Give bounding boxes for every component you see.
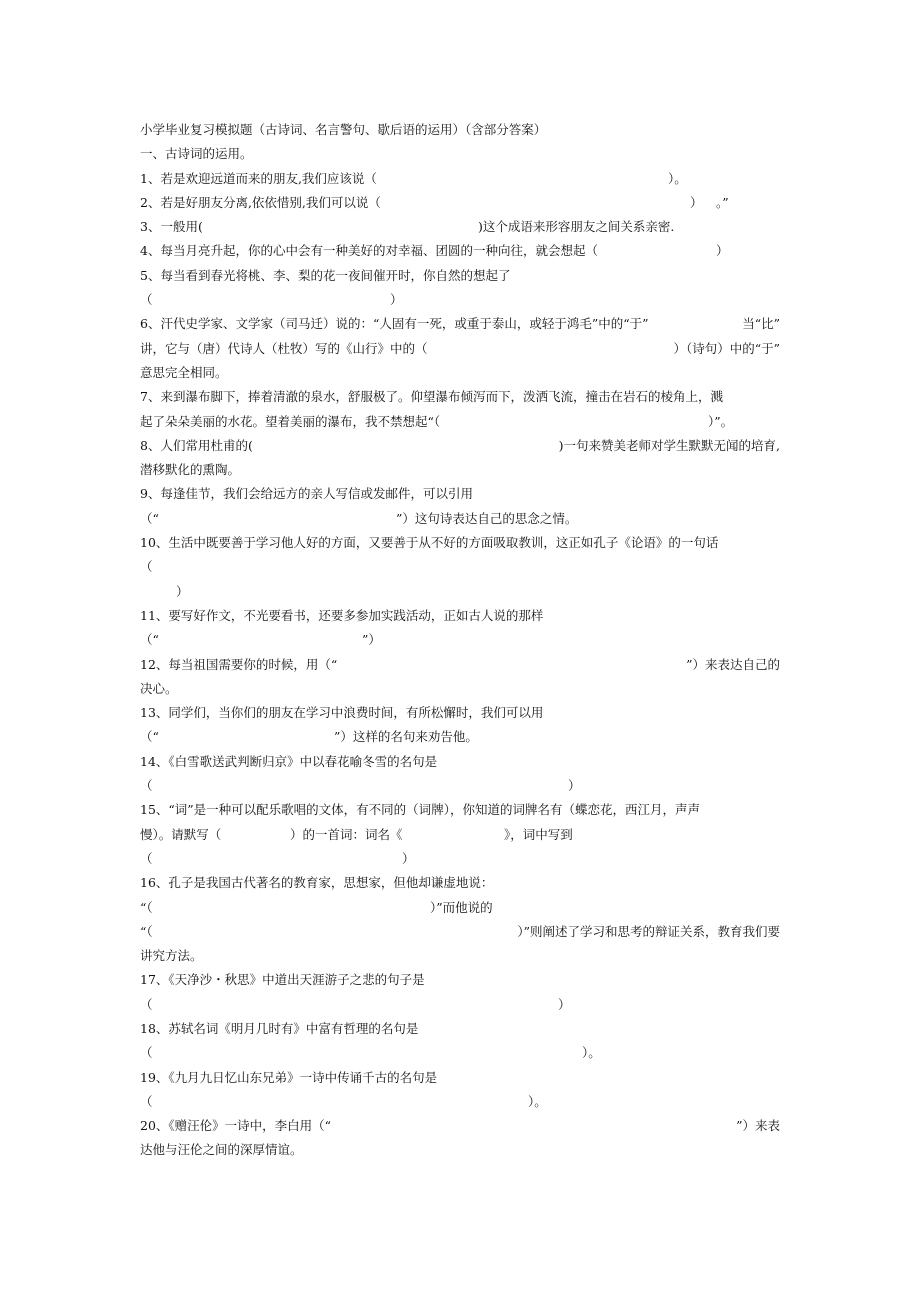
- question-8: [140, 434, 780, 458]
- q15-line2-end: 》，词中写到: [504, 826, 573, 842]
- q6-line2-text: 讲，它与（唐）代诗人（杜牧）写的《山行》中的（: [140, 340, 428, 356]
- q18-close: ）。: [582, 1045, 601, 1061]
- question-14-blank: [140, 774, 780, 798]
- question-13-blank: [140, 725, 780, 749]
- question-20: [140, 1114, 780, 1138]
- question-15: 15、“词”是一种可以配乐歌唱的文体，有不同的（词牌），你知道的词牌名有（蝶恋花，西江月，声声: [140, 802, 700, 818]
- q7-line2-text: 起了朵朵美丽的水花。望着美丽的瀑布，我不禁想起“（: [140, 413, 441, 429]
- q8-text-end: )一句来赞美老师对学生默默无闻的培育,: [558, 437, 780, 453]
- document-title: 小学毕业复习模拟题（古诗词、名言警句、歇后语的运用）（含部分答案）: [140, 122, 547, 137]
- q20-text-end: ”）来表: [736, 1118, 780, 1134]
- question-2: [140, 191, 780, 215]
- question-17-blank: [140, 993, 780, 1017]
- q2-text: 2、若是好朋友分离,依依惜别,我们可以说（: [140, 194, 381, 210]
- q6-text-end: 当“比”: [742, 316, 780, 332]
- q16-open2: “（: [140, 923, 153, 939]
- q5-close: ）: [390, 292, 403, 308]
- question-1: [140, 167, 780, 191]
- question-11: 11、要写好作文，不光要看书，还要多参加实践活动，正如古人说的那样: [140, 607, 544, 623]
- q1-text: 1、若是欢迎远道而来的朋友,我们应该说（: [140, 170, 377, 186]
- q13-close: ”）这样的名句来劝告他。: [334, 729, 478, 745]
- q4-close: ）: [716, 243, 729, 259]
- question-16: 16、孔子是我国古代著名的教育家，思想家，但他却谦虚地说：: [140, 875, 494, 891]
- q15-open: （: [140, 850, 153, 866]
- q12-text-end: ”）来表达自己的: [686, 656, 780, 672]
- question-13: 13、同学们，当你们的朋友在学习中浪费时间，有所松懈时，我们可以用: [140, 705, 544, 721]
- question-10-blank-open: （: [140, 559, 153, 575]
- question-9-blank: [140, 507, 780, 531]
- q6-text: 6、汗代史学家、文学家（司马迁）说的：“人固有一死，或重于泰山，或轻于鸿毛”中的“于”: [140, 316, 649, 332]
- question-10-blank-close: [140, 580, 780, 604]
- question-12: [140, 653, 780, 677]
- question-12-line2: 决心。: [140, 680, 178, 696]
- question-18: 18、苏轼名词《明月几时有》中富有哲理的名句是: [140, 1020, 419, 1036]
- q10-close: ）: [176, 583, 189, 599]
- section-heading: 一、古诗词的运用。: [140, 146, 253, 162]
- q3-end: )这个成语来形容朋友之间关系亲密.: [478, 219, 675, 235]
- question-9: 9、每逢佳节，我们会给远方的亲人写信或发邮件，可以引用: [140, 486, 473, 502]
- question-16-blank1: [140, 896, 780, 920]
- question-20-line2: 达他与汪伦之间的深厚情谊。: [140, 1142, 303, 1158]
- question-15-blank: [140, 847, 780, 871]
- q1-close: ）。: [668, 170, 687, 186]
- question-5: 5、每当看到春光将桃、李、梨的花一夜间催开时，你自然的想起了: [140, 267, 511, 283]
- question-15-line2: [140, 823, 780, 847]
- q11-open: （“: [140, 632, 159, 648]
- q17-close: ）: [558, 996, 571, 1012]
- q14-close: ）: [568, 778, 581, 794]
- q13-open: （“: [140, 729, 159, 745]
- question-19: 19、《九月九日忆山东兄弟》一诗中传诵千古的名句是: [140, 1069, 438, 1085]
- q2-close: ）: [690, 194, 703, 210]
- question-11-blank: [140, 628, 780, 652]
- q15-line2-mid: ）的一首词：词名《: [290, 826, 403, 842]
- question-19-blank: [140, 1090, 780, 1114]
- q3-text: 3、一般用(: [140, 219, 203, 235]
- q17-open: （: [140, 996, 153, 1012]
- question-16-blank2: [140, 920, 780, 944]
- q7-close: ）”。: [708, 413, 734, 429]
- q15-line2-text: 慢）。请默写（: [140, 826, 222, 842]
- q2-end: 。”: [716, 194, 729, 210]
- document-content: [140, 118, 780, 1163]
- q8-text: 8、人们常用杜甫的(: [140, 437, 253, 453]
- q14-open: （: [140, 778, 153, 794]
- question-4: [140, 239, 780, 263]
- question-14: 14、《白雪歌送武判断归京》中以春花喻冬雪的名句是: [140, 753, 438, 769]
- question-7: 7、来到瀑布脚下，捧着清澈的泉水，舒服极了。仰望瀑布倾泻而下，泼洒飞流，撞击在岩石的棱角上，溅: [140, 389, 723, 405]
- question-6-line2: [140, 337, 780, 361]
- q9-open: （“: [140, 510, 159, 526]
- question-5-blank: [140, 288, 780, 312]
- q18-open: （: [140, 1045, 153, 1061]
- q4-text: 4、每当月亮升起，你的心中会有一种美好的对幸福、团圆的一种向往，就会想起（: [140, 243, 598, 259]
- question-6: [140, 312, 780, 336]
- question-8-line2: 潜移默化的熏陶。: [140, 462, 241, 478]
- q16-close2: ）”则阐述了学习和思考的辩证关系，教育我们要: [517, 923, 780, 939]
- question-6-line3: 意思完全相同。: [140, 364, 228, 380]
- q16-open1: “（: [140, 899, 153, 915]
- q20-text: 20、《赠汪伦》一诗中，李白用（“: [140, 1118, 332, 1134]
- question-17: 17、《天净沙・秋思》中道出天涯游子之悲的句子是: [140, 972, 425, 988]
- q11-close: ”）: [362, 632, 381, 648]
- q12-text: 12、每当祖国需要你的时候，用（“: [140, 656, 338, 672]
- question-18-blank: [140, 1041, 780, 1065]
- q16-close1: ）”而他说的: [430, 899, 493, 915]
- question-10: 10、生活中既要善于学习他人好的方面，又要善于从不好的方面吸取教训，这正如孔子《论语》的一句话: [140, 535, 719, 551]
- question-16-line4: 讲究方法。: [140, 948, 203, 964]
- q6-line2-end: ）（诗句）中的“于”: [673, 340, 780, 356]
- question-3: [140, 215, 780, 239]
- q9-close: ”）这句诗表达自己的思念之情。: [396, 510, 578, 526]
- q15-close: ）: [402, 850, 415, 866]
- q19-close: ）。: [528, 1093, 547, 1109]
- q19-open: （: [140, 1093, 153, 1109]
- q5-open: （: [140, 292, 153, 308]
- question-7-line2: [140, 410, 780, 434]
